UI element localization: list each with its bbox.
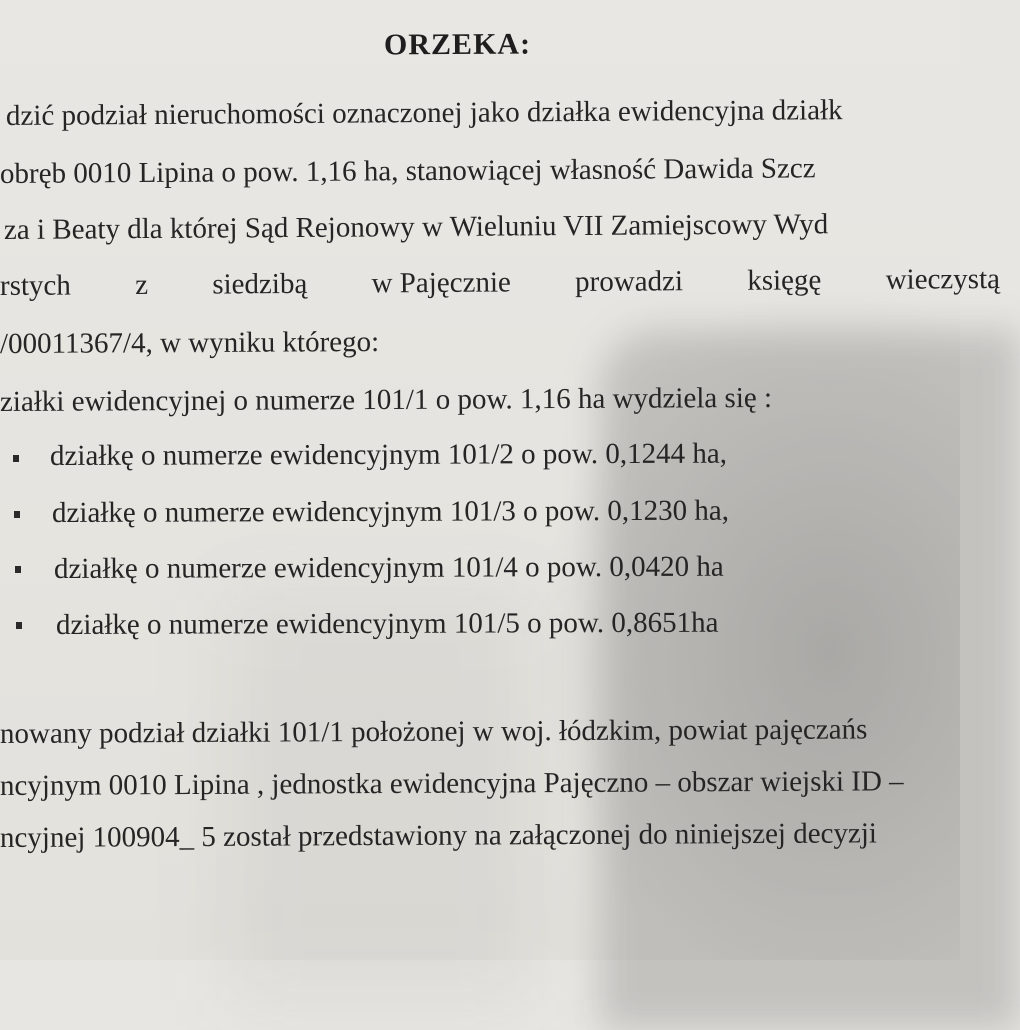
paragraph1-line1: dzić podział nieruchomości oznaczonej jako działka ewidencyjna działk	[5, 94, 843, 132]
line4-word: siedzibą	[212, 267, 308, 301]
bullet-icon	[15, 566, 21, 573]
paragraph1-line3: za i Beaty dla której Sąd Rejonowy w Wieluniu VII Zamiejscowy Wyd	[3, 208, 829, 246]
list-item: działkę o numerze ewidencyjnym 101/4 o pow. 0,0420 ha	[53, 550, 724, 585]
hand-shadow	[600, 330, 1020, 1030]
bullet-icon	[13, 455, 19, 462]
list-item: działkę o numerze ewidencyjnym 101/2 o pow. 0,1244 ha,	[49, 437, 728, 472]
subheading: ziałki ewidencyjnej o numerze 101/1 o pow. 1,16 ha wydziela się :	[0, 381, 773, 418]
line4-word: z	[135, 268, 149, 302]
paragraph1-line2: obręb 0010 Lipina o pow. 1,16 ha, stanowiącej własność Dawida Szcz	[0, 152, 816, 190]
paragraph2-line1: nowany podział działki 101/1 położonej w woj. łódzkim, powiat pajęczańs	[0, 713, 868, 750]
document-heading: ORZEKA:	[383, 27, 532, 62]
list-item: działkę o numerze ewidencyjnym 101/5 o pow. 0,8651ha	[55, 606, 719, 641]
line4-word: w Pajęcznie	[371, 266, 511, 300]
line4-word: prowadzi	[574, 265, 684, 298]
line4-word: księgę	[747, 264, 822, 297]
line4-word: wieczystą	[885, 263, 1001, 296]
paragraph2-line3: ncyjnej 100904_ 5 został przedstawiony na załączonej do niniejszej decyzji	[0, 817, 878, 854]
paragraph1-line4	[0, 263, 1000, 303]
bullet-icon	[16, 622, 22, 629]
paragraph1-line5: /00011367/4, w wyniku którego:	[0, 326, 380, 360]
list-item: działkę o numerze ewidencyjnym 101/3 o pow. 0,1230 ha,	[51, 494, 730, 529]
line4-word: rstych	[0, 269, 71, 302]
bullet-icon	[14, 511, 20, 518]
paragraph2-line2: ncyjnym 0010 Lipina , jednostka ewidencyjna Pajęczno – obszar wiejski ID –	[0, 765, 904, 802]
